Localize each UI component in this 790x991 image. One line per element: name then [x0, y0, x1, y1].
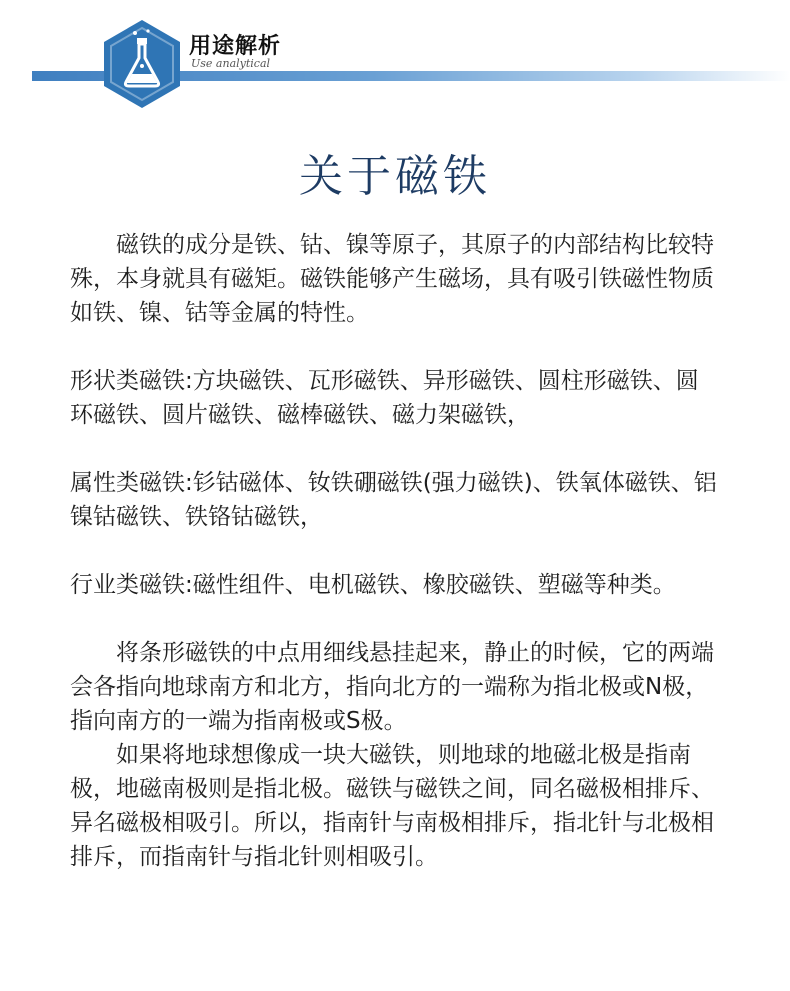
paragraph-industry-types: 行业类磁铁:磁性组件、电机磁铁、橡胶磁铁、塑磁等种类。 — [70, 572, 676, 598]
paragraph-composition: 磁铁的成分是铁、钴、镍等原子，其原子的内部结构比较特殊，本身就具有磁矩。磁铁能够产生磁场，具有吸引铁磁性物质如铁、镍、钴等金属的特性。 — [70, 232, 714, 326]
paragraph-earth-magnet: 如果将地球想像成一块大磁铁，则地球的地磁北极是指南极，地磁南极则是指北极。磁铁与磁铁之间，同名磁极相排斥、异名磁极相吸引。所以，指南针与南极相排斥，指北针与北极相排斥，而指南针与指北针则相吸引。 — [70, 742, 714, 870]
header-title: 用途解析 — [189, 34, 282, 59]
header-subtitle: Use analytical — [191, 57, 271, 70]
article-body — [70, 228, 720, 874]
paragraph-poles: 将条形磁铁的中点用细线悬挂起来，静止的时候，它的两端会各指向地球南方和北方，指向北方的一端称为指北极或N极，指向南方的一端为指南极或S极。 — [70, 640, 714, 734]
section-header — [0, 0, 790, 110]
paragraph-property-types: 属性类磁铁:钐钴磁体、钕铁硼磁铁(强力磁铁)、铁氧体磁铁、铝镍钴磁铁、铁铬钴磁铁， — [70, 470, 717, 530]
paragraph-shape-types: 形状类磁铁:方块磁铁、瓦形磁铁、异形磁铁、圆柱形磁铁、圆环磁铁、圆片磁铁、磁棒磁铁、磁力架磁铁， — [70, 368, 699, 428]
lab-flask-icon — [104, 20, 180, 108]
page-title: 关于磁铁 — [299, 151, 491, 202]
